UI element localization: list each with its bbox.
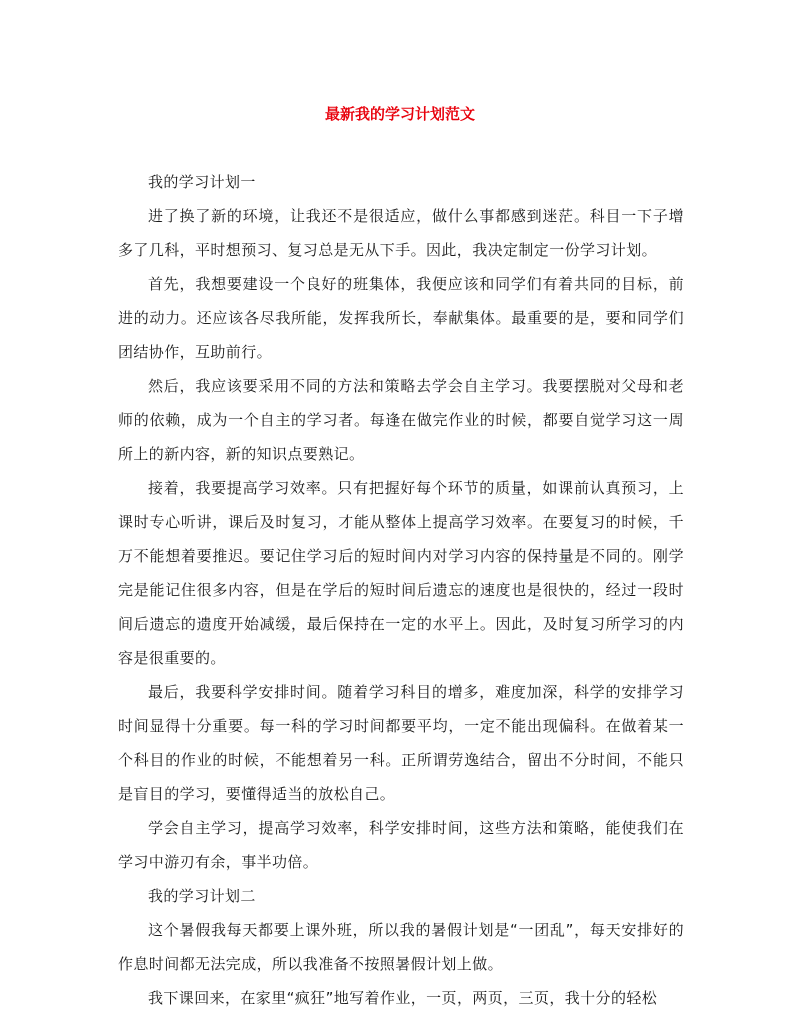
paragraph: 然后，我应该要采用不同的方法和策略去学会自主学习。我要摆脱对父母和老师的依赖，成为一个自主的学习者。每逢在做完作业的时候，都要自觉学习这一周所上的新内容，新的知识点要熟记。	[118, 377, 684, 463]
paragraph: 我下课回来，在家里“疯狂”地写着作业，一页，两页，三页，我十分的轻松	[148, 989, 658, 1007]
document-title: 最新我的学习计划范文	[324, 105, 475, 123]
paragraph: 学会自主学习，提高学习效率，科学安排时间，这些方法和策略，能使我们在学习中游刃有余，事半功倍。	[118, 819, 684, 871]
paragraph: 这个暑假我每天都要上课外班，所以我的暑假计划是“一团乱”，每天安排好的作息时间都无法完成，所以我准备不按照暑假计划上做。	[118, 921, 684, 973]
section-heading-plan-two: 我的学习计划二	[148, 887, 256, 905]
section-heading-plan-one: 我的学习计划一	[148, 173, 256, 191]
paragraph: 进了换了新的环境，让我还不是很适应，做什么事都感到迷茫。科目一下子增多了几科，平时想预习、复习总是无从下手。因此，我决定制定一份学习计划。	[118, 207, 684, 259]
paragraph: 接着，我要提高学习效率。只有把握好每个环节的质量，如课前认真预习，上课时专心听讲，课后及时复习，才能从整体上提高学习效率。在要复习的时候，千万不能想着要推迟。要记住学习后的短时间内对学习内容的保持量是不同的。刚学完是能记住很多内容，但是在学后的短时间后遗忘的速度也是很快的，经过一段时间后遗忘的遗度开始减缓，最后保持在一定的水平上。因此，及时复习所学习的内容是很重要的。	[118, 479, 684, 667]
document-body	[118, 165, 684, 1015]
paragraph: 最后，我要科学安排时间。随着学习科目的增多，难度加深，科学的安排学习时间显得十分重要。每一科的学习时间都要平均，一定不能出现偏科。在做着某一个科目的作业的时候，不能想着另一科。正所谓劳逸结合，留出不分时间，不能只是盲目的学习，要懂得适当的放松自己。	[118, 683, 684, 803]
paragraph: 首先，我想要建设一个良好的班集体，我便应该和同学们有着共同的目标，前进的动力。还应该各尽我所能，发挥我所长，奉献集体。最重要的是，要和同学们团结协作，互助前行。	[118, 275, 684, 361]
